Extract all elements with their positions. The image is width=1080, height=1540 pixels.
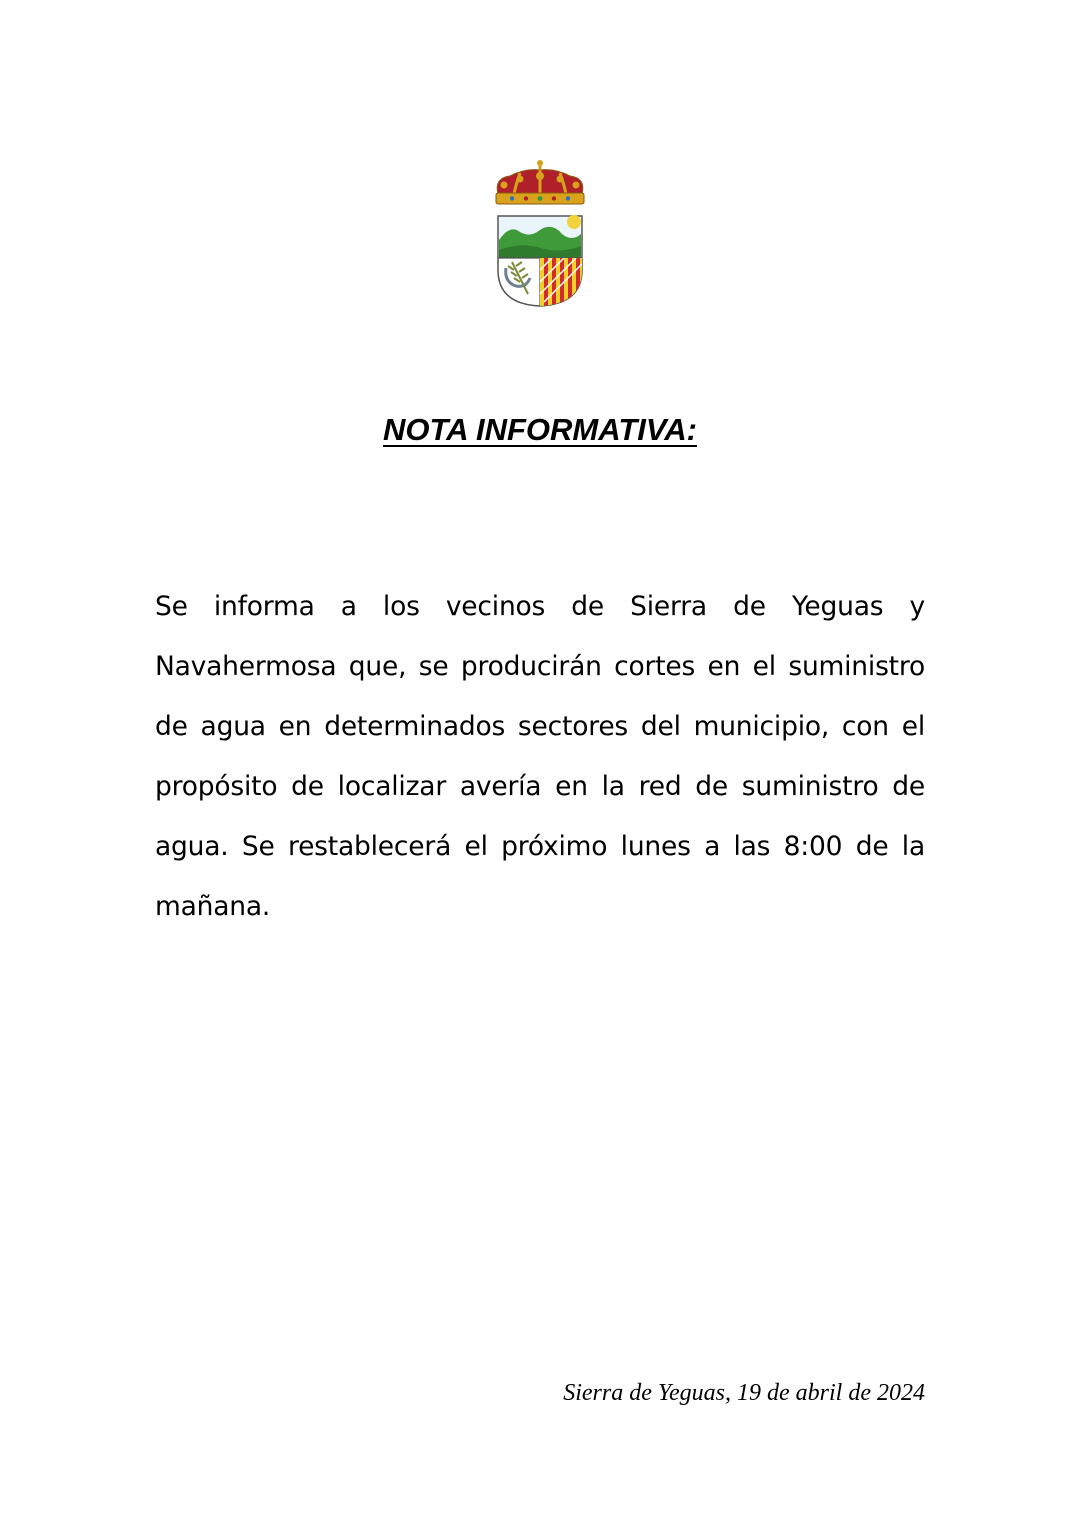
notice-body: Se informa a los vecinos de Sierra de Yeguas y Navahermosa que, se producirán cortes en el suministro de agua en determinados sectores del municipio, con el propósito de localizar avería en la red de suministro de agua. Se restablecerá el próximo lunes a las 8:00 de la mañana.: [155, 591, 925, 922]
place-and-date: Sierra de Yeguas, 19 de abril de 2024: [563, 1380, 925, 1406]
coat-of-arms-icon: [490, 158, 590, 310]
crown-icon: [496, 160, 584, 204]
shield-icon: [498, 215, 582, 308]
notice-heading: NOTA INFORMATIVA:: [383, 412, 697, 447]
